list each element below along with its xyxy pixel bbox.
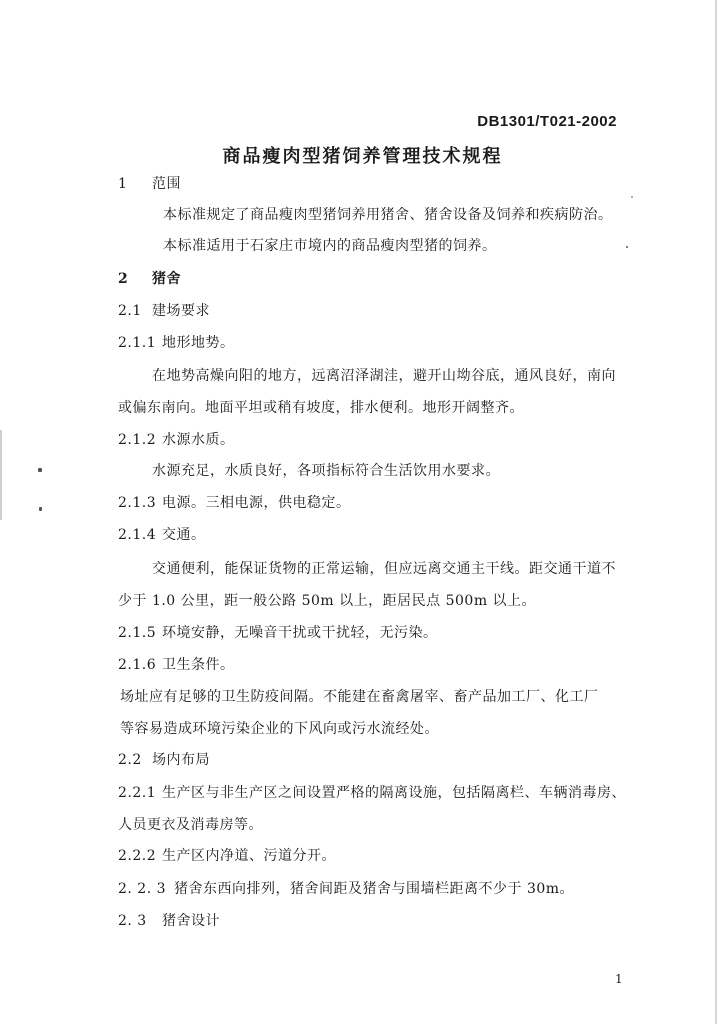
section-2-1-1-heading: [118, 334, 235, 352]
scan-edge-line: [715, 0, 717, 1024]
section-2-1-6-heading: [118, 656, 235, 674]
section-number: 2.1.4: [118, 527, 157, 543]
section-text: 电源。三相电源，供电稳定。: [162, 495, 351, 511]
section-number: 2.1.5: [118, 625, 157, 641]
section-title: 建场要求: [152, 303, 210, 319]
section-number: 2.2: [118, 752, 142, 768]
section-number: 2.2.2: [118, 848, 157, 864]
section-2-2-heading: [118, 751, 210, 769]
section-number: 2: [118, 271, 129, 287]
section-number: 2. 2. 3: [118, 881, 167, 897]
section-number: 2.1.1: [118, 335, 157, 351]
section-2-1-2-heading: [118, 431, 235, 449]
section-number: 2.2.1: [118, 785, 157, 801]
section-title: 猪舍: [152, 271, 181, 287]
section-2-1-3: [118, 494, 351, 512]
section-2-2-1: [118, 784, 626, 802]
section-text: 猪舍东西向排列，猪舍间距及猪舍与围墙栏距离不少于 30m。: [174, 881, 575, 897]
paragraph: 水源充足，水质良好，各项指标符合生活饮用水要求。: [152, 463, 500, 479]
standard-code: DB1301/T021-2002: [477, 113, 617, 130]
section-title: 卫生条件。: [162, 657, 235, 673]
section-number: 2. 3: [118, 913, 147, 929]
section-title: 场内布局: [152, 752, 210, 768]
section-number: 1: [118, 176, 128, 192]
section-number: 2.1.2: [118, 432, 157, 448]
section-number: 2.1: [118, 303, 142, 319]
section-title: 地形地势。: [162, 335, 235, 351]
section-title: 范围: [152, 176, 181, 192]
paragraph: 人员更衣及消毒房等。: [118, 817, 263, 833]
section-2-2-3: [118, 880, 574, 898]
section-text: 生产区内净道、污道分开。: [162, 848, 336, 864]
paragraph: 本标准适用于石家庄市境内的商品瘦肉型猪的饲养。: [163, 238, 497, 254]
scan-edge-line: [0, 430, 2, 520]
section-title: 交通。: [162, 527, 206, 543]
section-2-1-4-heading: [118, 526, 206, 544]
paragraph: 少于 1.0 公里，距一般公路 50m 以上，距居民点 500m 以上。: [118, 593, 537, 609]
section-number: 2.1.3: [118, 495, 157, 511]
section-title: 水源水质。: [162, 432, 235, 448]
paragraph: 场址应有足够的卫生防疫间隔。不能建在畜禽屠宰、畜产品加工厂、化工厂: [120, 689, 599, 705]
section-2-1-heading: [118, 302, 210, 320]
scan-speck: [38, 468, 42, 472]
section-title: 猪舍设计: [162, 913, 220, 929]
paragraph: 或偏东南向。地面平坦或稍有坡度，排水便利。地形开阔整齐。: [118, 400, 524, 416]
section-text: 环境安静，无噪音干扰或干扰轻，无污染。: [162, 625, 438, 641]
section-2-2-2: [118, 847, 336, 865]
section-text: 生产区与非生产区之间设置严格的隔离设施，包括隔离栏、车辆消毒房、: [162, 785, 626, 801]
paragraph: 在地势高燥向阳的地方，远离沼泽湖洼，避开山坳谷底，通风良好，南向: [152, 368, 616, 384]
section-2-heading: [118, 270, 181, 288]
section-1-heading: [118, 175, 181, 193]
section-2-1-5: [118, 624, 438, 642]
paragraph: 等容易造成环境污染企业的下风向或污水流经处。: [120, 721, 439, 737]
paragraph: 本标准规定了商品瘦肉型猪饲养用猪舍、猪舍设备及饲养和疾病防治。: [163, 207, 613, 223]
section-2-3-heading: [118, 912, 220, 930]
scan-speck: [39, 507, 42, 511]
scan-speck: [631, 196, 633, 198]
scan-speck: [626, 246, 628, 248]
paragraph: 交通便利，能保证货物的正常运输，但应远离交通主干线。距交通干道不: [152, 561, 616, 577]
page-number: 1: [615, 972, 624, 986]
section-number: 2.1.6: [118, 657, 157, 673]
document-title: 商品瘦肉型猪饲养管理技术规程: [222, 146, 503, 167]
